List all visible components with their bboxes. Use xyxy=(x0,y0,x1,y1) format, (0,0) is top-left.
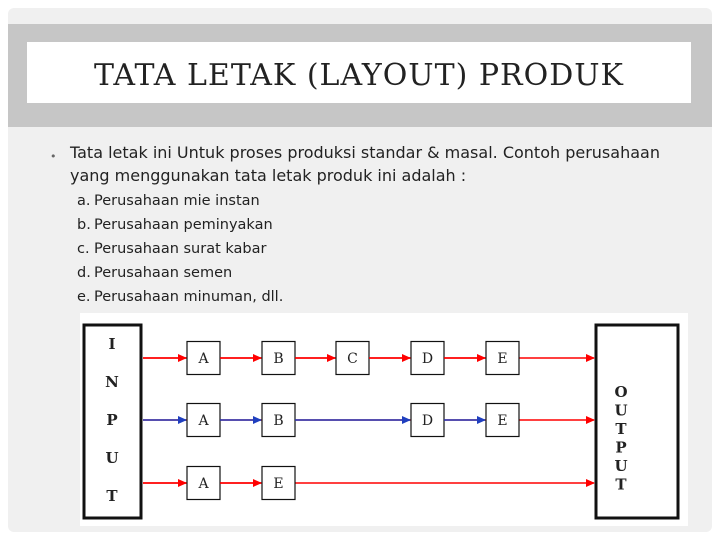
list-item-text: Perusahaan semen xyxy=(94,265,233,281)
bullet-paragraph: Tata letak ini Untuk proses produksi standar & masal. Contoh perusahaan yang menggunakan tata letak produk ini adalah : xyxy=(70,143,660,185)
list-item xyxy=(77,237,283,261)
output-letter: U xyxy=(614,457,628,475)
process-label: E xyxy=(273,476,284,492)
list-item-label: d. xyxy=(77,265,91,281)
list-item-label: b. xyxy=(77,217,91,233)
output-letter: P xyxy=(615,438,627,457)
process-label: B xyxy=(273,413,284,429)
process-label: D xyxy=(421,351,434,367)
input-letter: P xyxy=(106,411,118,429)
process-label: E xyxy=(497,351,508,367)
list-item-label: a. xyxy=(77,193,91,209)
input-letter: I xyxy=(108,335,116,353)
list-item xyxy=(77,213,283,237)
process-label: A xyxy=(198,413,209,429)
process-label: C xyxy=(347,351,358,367)
list-item-text: Perusahaan surat kabar xyxy=(94,241,267,257)
process-label: E xyxy=(497,413,508,429)
process-label: A xyxy=(198,476,209,492)
output-letter: T xyxy=(615,475,627,494)
list-item-text: Perusahaan minuman, dll. xyxy=(94,289,284,305)
slide-title: TATA LETAK (LAYOUT) PRODUK xyxy=(94,58,624,93)
list-item xyxy=(77,261,283,285)
input-letter: T xyxy=(106,487,118,505)
process-label: A xyxy=(198,351,209,367)
list-item xyxy=(77,285,283,309)
input-letter: U xyxy=(105,449,119,467)
list-item-label: c. xyxy=(77,241,90,257)
list-item-text: Perusahaan peminyakan xyxy=(94,217,273,233)
list-item-label: e. xyxy=(77,289,91,305)
example-list xyxy=(77,189,283,309)
output-letter: O xyxy=(614,383,628,401)
list-item-text: Perusahaan mie instan xyxy=(94,193,260,209)
output-letter: T xyxy=(615,420,627,438)
bullet-marker: • xyxy=(50,150,57,163)
output-box xyxy=(596,325,678,518)
output-letter: U xyxy=(614,401,628,420)
process-label: B xyxy=(273,351,284,367)
process-label: D xyxy=(421,413,434,429)
flow-diagram-svg xyxy=(80,313,688,526)
list-item xyxy=(77,189,283,213)
product-layout-diagram xyxy=(80,313,688,526)
input-letter: N xyxy=(105,373,119,391)
